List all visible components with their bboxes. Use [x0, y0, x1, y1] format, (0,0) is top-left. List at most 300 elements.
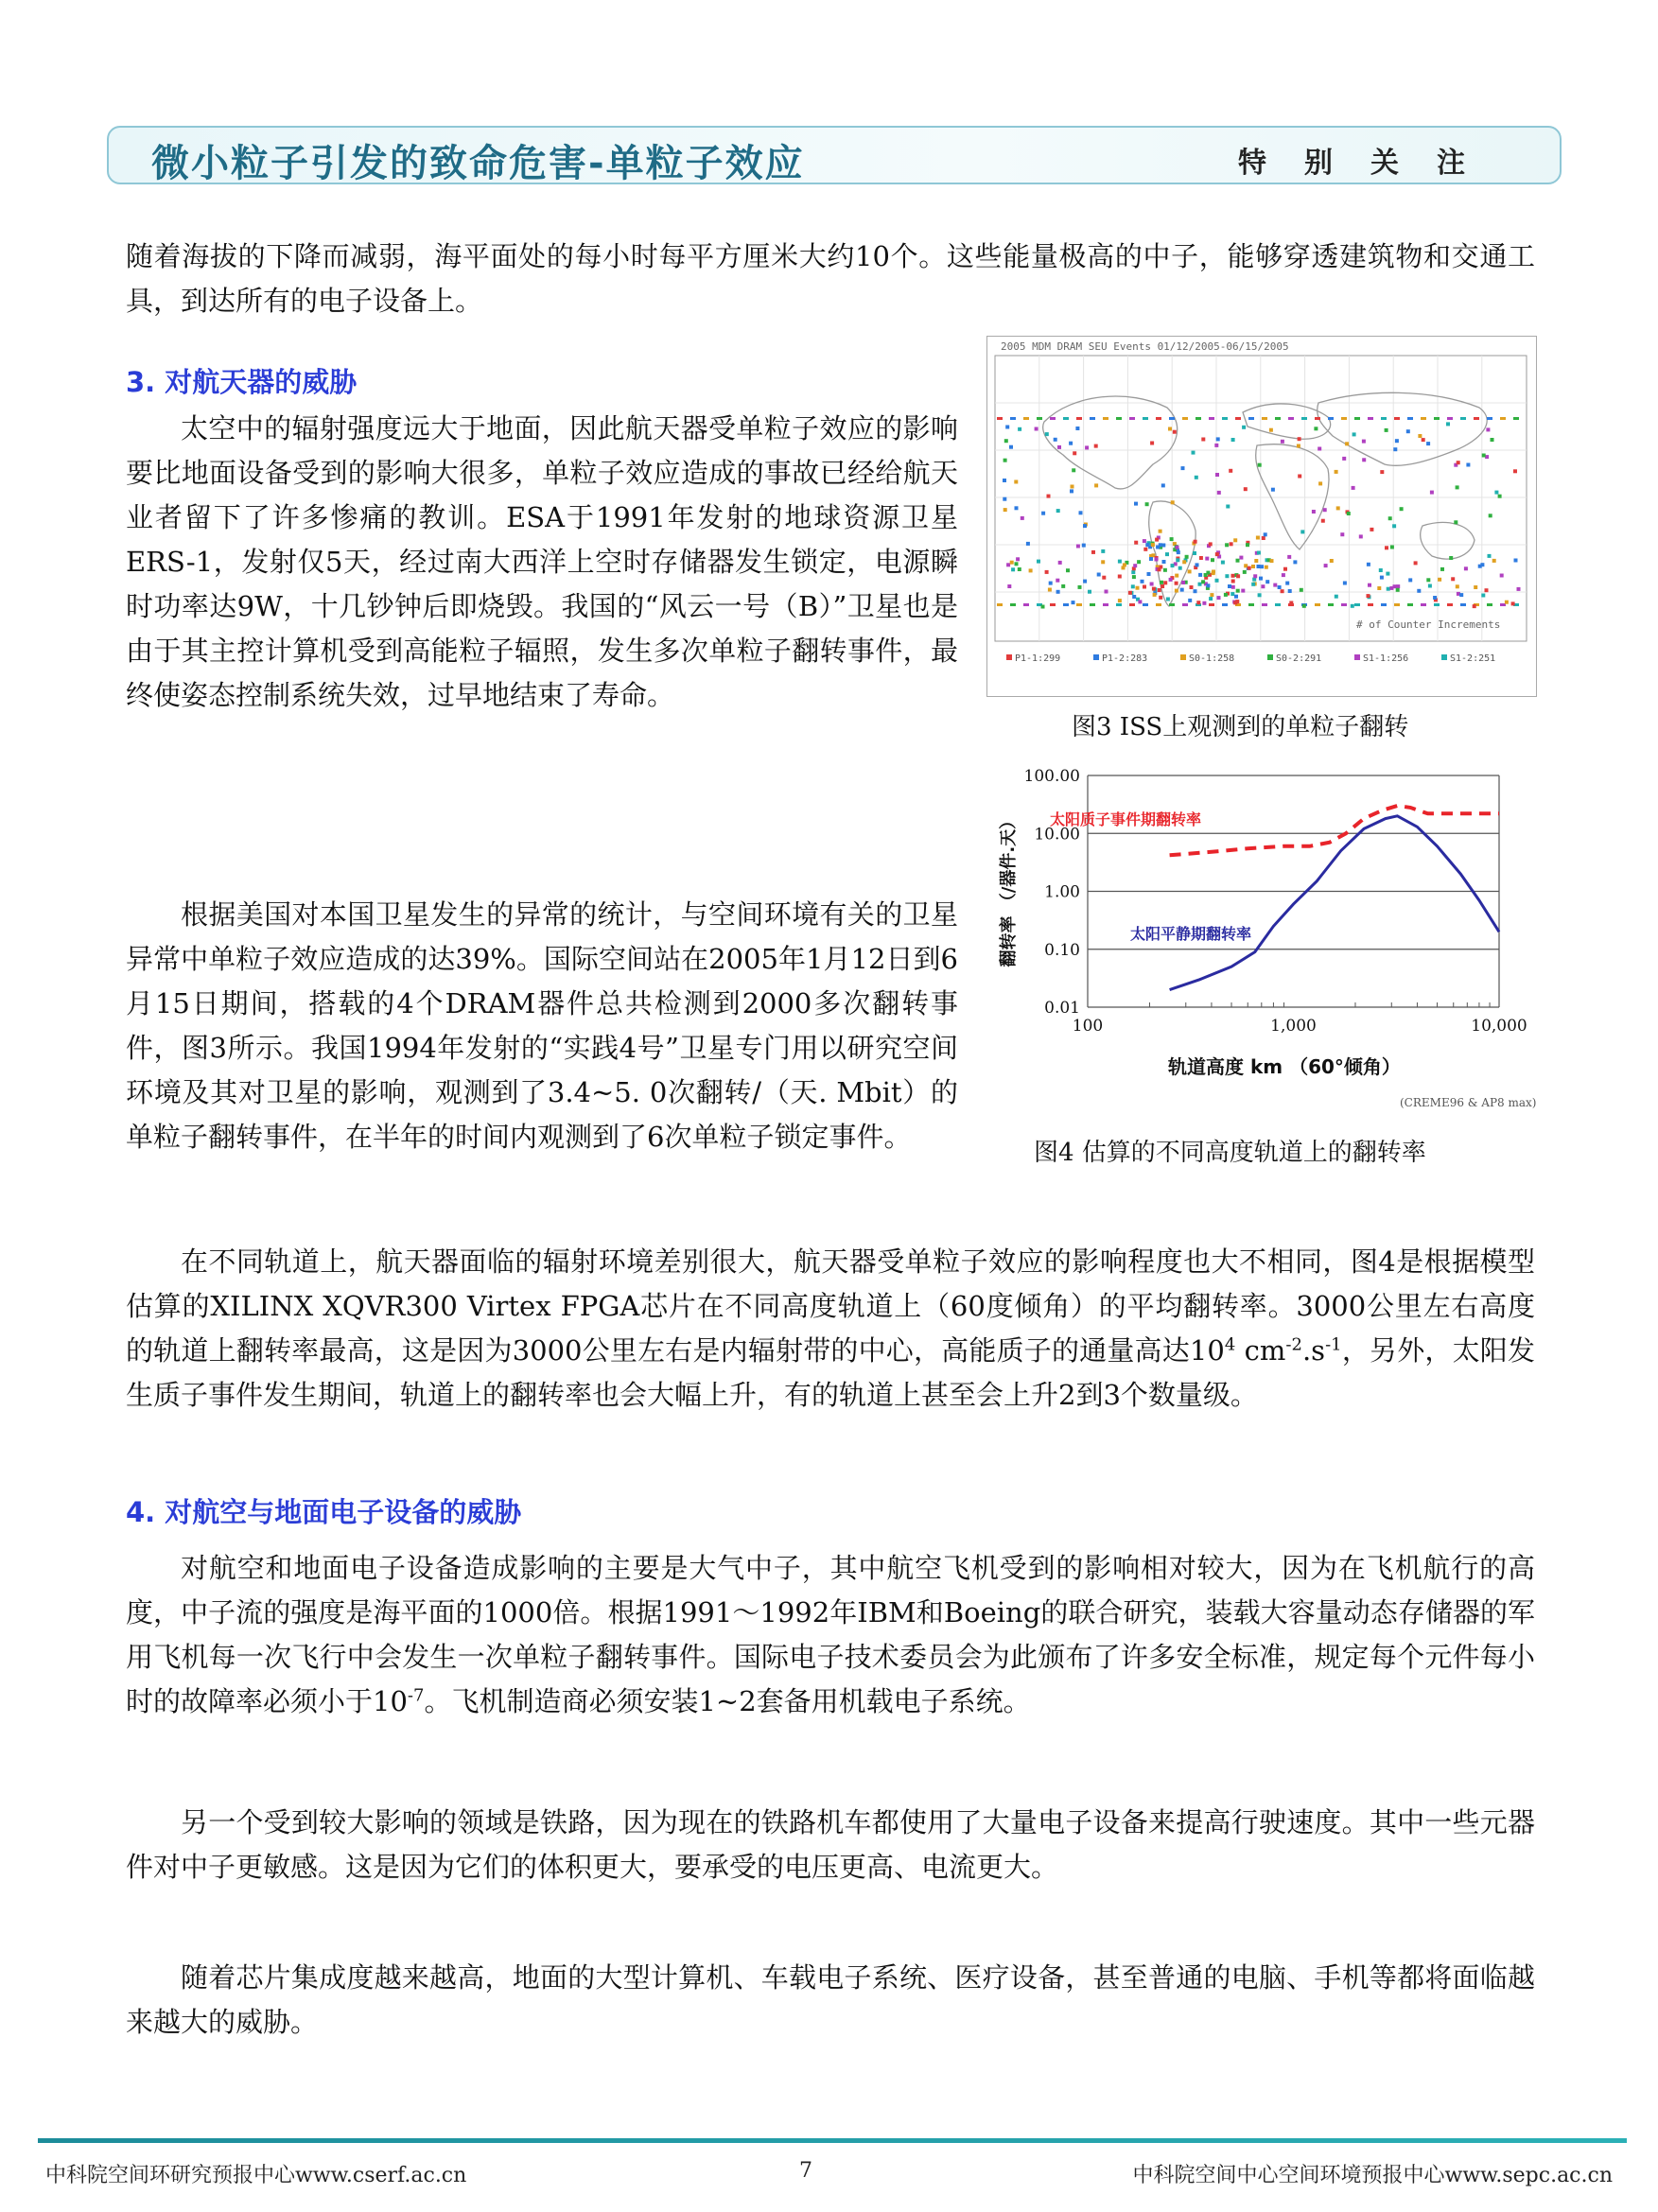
legend-swatch [1267, 654, 1273, 660]
y-tick-label: 0.01 [1044, 999, 1080, 1018]
seu-event-dot [1256, 536, 1260, 540]
seu-event-dot [1340, 532, 1344, 536]
seu-event-dot [1192, 451, 1196, 455]
seu-event-dot [1116, 417, 1122, 420]
figure4-caption: 图4 估算的不同高度轨道上的翻转率 [1034, 1139, 1426, 1167]
seu-event-dot [1090, 417, 1095, 420]
seu-event-dot [1385, 428, 1388, 432]
seu-event-dot [1182, 603, 1188, 606]
figure3-map [986, 336, 1537, 697]
seu-event-dot [1275, 417, 1281, 420]
seu-event-dot [1269, 428, 1273, 432]
seu-event-dot [1426, 578, 1430, 582]
seu-event-dot [1023, 603, 1029, 606]
seu-event-dot [1258, 463, 1262, 467]
seu-event-dot [1063, 417, 1069, 420]
seu-event-dot [1466, 463, 1470, 467]
seu-event-dot [1209, 417, 1214, 420]
seu-event-dot [1440, 567, 1444, 571]
footer-rule [38, 2138, 1627, 2143]
seu-event-dot [1421, 603, 1426, 606]
seu-event-dot [1161, 483, 1165, 487]
seu-event-dot [1426, 442, 1430, 445]
seu-event-dot [1091, 550, 1095, 554]
seu-event-dot [1045, 570, 1049, 574]
seu-event-dot [1341, 417, 1347, 420]
seu-event-dot [1367, 594, 1370, 598]
seu-event-dot [1511, 601, 1515, 605]
seu-event-dot [1054, 438, 1057, 442]
seu-event-dot [1175, 574, 1178, 578]
seu-event-dot [1514, 559, 1518, 563]
seu-event-dot [1150, 583, 1154, 586]
seu-event-dot [1094, 483, 1098, 487]
seu-event-dot [1090, 603, 1095, 606]
seu-event-dot [1244, 564, 1248, 567]
seu-event-dot [1289, 601, 1293, 605]
seu-event-dot [1354, 603, 1360, 606]
seu-event-dot [1181, 581, 1185, 584]
seu-event-dot [1446, 422, 1450, 426]
legend-label: P1-2:283 [1102, 653, 1148, 664]
seu-event-dot [1102, 576, 1106, 580]
seu-event-dot [1288, 589, 1292, 593]
seu-event-dot [1014, 480, 1018, 484]
seu-event-dot [1251, 583, 1255, 586]
seu-event-dot [1153, 593, 1157, 597]
seu-event-dot [1381, 603, 1387, 606]
seu-event-dot [1228, 584, 1231, 588]
seu-event-dot [1155, 538, 1159, 542]
seu-event-dot [1171, 564, 1175, 567]
seu-event-dot [1049, 582, 1053, 585]
seu-event-dot [1134, 502, 1138, 506]
seu-event-dot [1287, 555, 1291, 559]
seu-event-dot [1388, 516, 1392, 520]
seu-event-dot [1414, 561, 1418, 565]
seu-event-dot [1069, 442, 1073, 445]
seu-event-dot [1478, 565, 1482, 568]
section3-paragraph-1: 太空中的辐射强度远大于地面，因此航天器受单粒子效应的影响要比地面设备受到的影响大很多，单粒子效应造成的事故已经给航天业者留下了许多惨痛的教训。ESA于1991年发射的地球资源卫星ERS-1，发射仅5天，经过南大西洋上空时存储器发生锁定，电源瞬时功率达9W，十几钞钟后即烧毁。我国的“风云一号（B）”卫星也是由于其主控计算机受到高能粒子辐照，发生多次单粒子翻转事件，最终使姿态控制系统失效，过早地结束了寿命。 [126, 412, 958, 711]
seu-event-dot [1242, 426, 1246, 429]
seu-event-dot [1234, 595, 1238, 599]
seu-event-dot [1143, 585, 1146, 589]
seu-event-dot [1408, 578, 1412, 582]
seu-event-dot [1328, 417, 1334, 420]
seu-event-dot [1007, 584, 1011, 588]
seu-event-dot [1359, 534, 1363, 538]
seu-event-dot [1422, 438, 1425, 442]
seu-event-dot [1050, 603, 1056, 606]
seu-event-dot [1215, 552, 1219, 556]
seu-event-dot [1194, 589, 1197, 593]
seu-event-dot [1381, 417, 1387, 420]
seu-event-dot [1265, 566, 1268, 569]
seu-event-dot [1312, 510, 1316, 514]
seu-event-dot [1297, 444, 1300, 448]
seu-event-dot [1464, 566, 1468, 570]
seu-event-dot [1131, 584, 1135, 588]
seu-event-dot [1206, 583, 1210, 587]
seu-event-dot [1298, 475, 1301, 479]
seu-event-dot [1314, 427, 1318, 430]
seu-event-dot [1050, 417, 1056, 420]
seu-event-dot [1045, 432, 1049, 436]
seu-event-dot [1056, 509, 1060, 513]
seu-event-dot [1288, 417, 1294, 420]
chart-source-note: (CREME96 & AP8 max) [1400, 1096, 1537, 1109]
text-run: 对航空和地面电子设备造成影响的主要是大气中子，其中航空飞机受到的影响相对较大，因为在飞机航行的高度，中子流的强度是海平面的1000倍。根据1991～1992年IBM和Boeing的联合研究，装载大容量动态存储器的军用飞机每一次飞行中会发生一次单粒子翻转事件。国际电子技术委员会为此颁布了许多安全标准，规定每个元件每小时的故障率必须小于10 [126, 1552, 1535, 1717]
seu-event-dot [1492, 559, 1496, 563]
legend-swatch [1180, 654, 1186, 660]
seu-event-dot [1156, 417, 1161, 420]
seu-event-dot [1118, 575, 1122, 579]
seu-event-dot [1083, 580, 1087, 583]
legend-label: S0-2:291 [1276, 653, 1322, 664]
legend-label: S1-2:251 [1450, 653, 1496, 664]
seu-event-dot [1047, 495, 1051, 498]
section4-paragraph-3: 随着芯片集成度越来越高，地面的大型计算机、车载电子系统、医疗设备，甚至普通的电脑、手机等都将面临越来越大的威胁。 [126, 1961, 1535, 2038]
seu-event-dot [1224, 593, 1228, 597]
seu-event-dot [1168, 427, 1172, 431]
seu-event-dot [1248, 417, 1254, 420]
seu-event-dot [1235, 417, 1241, 420]
figure4-chart [993, 757, 1537, 1116]
seu-event-dot [1078, 585, 1082, 589]
series-label: 太阳质子事件期翻转率 [1050, 810, 1202, 828]
seu-event-dot [1285, 582, 1289, 585]
seu-event-dot [1156, 603, 1161, 606]
seu-event-dot [1231, 580, 1235, 583]
seu-event-dot [1072, 601, 1075, 604]
seu-event-dot [1023, 417, 1029, 420]
seu-event-dot [1487, 603, 1492, 606]
seu-event-dot [1233, 538, 1237, 542]
seu-event-dot [1029, 568, 1033, 572]
seu-world-map [987, 337, 1536, 696]
seu-event-dot [1485, 588, 1489, 592]
seu-event-dot [1447, 417, 1453, 420]
x-tick-label: 100 [1072, 1017, 1104, 1036]
seu-event-dot [1400, 507, 1404, 511]
seu-event-dot [1370, 528, 1373, 531]
seu-event-dot [1169, 603, 1175, 606]
seu-event-dot [1162, 560, 1166, 564]
seu-event-dot [1421, 417, 1426, 420]
seu-event-dot [1261, 584, 1265, 588]
seu-event-dot [1236, 574, 1240, 578]
seu-event-dot [1004, 459, 1007, 462]
seu-event-dot [1035, 427, 1038, 431]
seu-event-dot [1328, 603, 1334, 606]
seu-event-dot [1015, 562, 1019, 566]
seu-event-dot [1165, 552, 1169, 556]
intro-paragraph: 随着海拔的下降而减弱，海平面处的每小时每平方厘米大约10个。这些能量极高的中子，能够穿透建筑物和交通工具，到达所有的电子设备上。 [126, 240, 1535, 317]
figure3-caption: 图3 ISS上观测到的单粒子翻转 [1072, 713, 1409, 741]
seu-event-dot [1209, 597, 1213, 601]
seu-event-dot [1336, 506, 1340, 510]
seu-event-dot [1181, 466, 1185, 470]
seu-event-dot [1085, 445, 1089, 449]
seu-event-dot [1202, 601, 1206, 605]
seu-event-dot [1149, 557, 1153, 561]
seu-event-dot [1134, 541, 1138, 545]
seu-event-dot [1066, 568, 1070, 572]
seu-event-dot [1103, 603, 1108, 606]
seu-event-dot [1225, 543, 1229, 547]
seu-event-dot [1158, 567, 1161, 571]
seu-event-dot [1004, 439, 1008, 443]
seu-event-dot [1262, 417, 1267, 420]
seu-event-dot [1006, 563, 1010, 566]
seu-event-dot [1257, 551, 1261, 555]
seu-event-dot [1138, 600, 1142, 603]
seu-event-dot [1131, 570, 1135, 574]
seu-event-dot [1456, 485, 1459, 489]
seu-event-dot [1169, 417, 1175, 420]
seu-event-dot [1460, 417, 1466, 420]
seu-event-dot [1180, 588, 1184, 592]
seu-event-dot [1188, 569, 1192, 573]
seu-event-dot [1244, 487, 1248, 491]
seu-event-dot [1487, 417, 1492, 420]
seu-event-dot [1260, 565, 1264, 568]
seu-event-dot [1041, 605, 1045, 609]
seu-event-dot [1498, 495, 1502, 498]
seu-event-dot [1010, 561, 1014, 565]
seu-event-dot [1315, 417, 1320, 420]
seu-event-dot [1076, 603, 1082, 606]
legend-swatch [1354, 654, 1360, 660]
seu-event-dot [1185, 555, 1189, 559]
seu-event-dot [1352, 486, 1355, 490]
seu-event-dot [1362, 458, 1366, 462]
seu-event-dot [1353, 432, 1356, 436]
seu-event-dot [1173, 430, 1177, 434]
seu-event-dot [1235, 600, 1239, 603]
seu-event-dot [1367, 563, 1370, 566]
seu-event-dot [1318, 481, 1322, 485]
seu-event-dot [1159, 530, 1162, 533]
y-tick-label: 0.10 [1044, 940, 1080, 960]
page-number: 7 [799, 2159, 812, 2183]
seu-event-dot [1368, 417, 1373, 420]
seu-event-dot [1236, 559, 1240, 563]
seu-event-dot [1386, 572, 1389, 576]
seu-event-dot [1003, 497, 1006, 501]
seu-event-dot [1302, 604, 1306, 608]
seu-event-dot [1118, 599, 1122, 602]
seu-event-dot [1389, 586, 1393, 590]
text-run: 在不同轨道上，航天器面临的辐射环境差别很大，航天器受单粒子效应的影响程度也大不相同，图4是根据模型估算的XILINX XQVR300 Virtex FPGA芯片在不同高度轨道上（60度倾角）的平均翻转率。3000公里左右高度的轨道上翻转率最高，这是因为3000公里左右是内辐射带的中心，高能质子的通量高达10 [126, 1245, 1535, 1367]
seu-event-dot [1160, 581, 1163, 584]
seu-event-dot [1394, 417, 1400, 420]
seu-event-dot [1201, 580, 1205, 583]
seu-event-dot [1368, 603, 1373, 606]
seu-event-dot [1330, 559, 1334, 563]
seu-event-dot [1387, 587, 1390, 591]
seu-event-dot [1170, 537, 1174, 541]
seu-event-dot [1241, 589, 1245, 593]
seu-event-dot [1434, 603, 1440, 606]
seu-event-dot [1451, 577, 1455, 581]
seu-event-dot [1380, 576, 1384, 580]
seu-event-dot [1010, 417, 1016, 420]
seu-event-dot [1380, 470, 1384, 474]
seu-event-dot [1221, 561, 1225, 565]
seu-event-dot [1155, 558, 1159, 562]
seu-event-dot [1494, 491, 1498, 495]
seu-event-dot [1324, 564, 1328, 567]
seu-event-dot [1063, 603, 1069, 606]
seu-event-dot [1354, 417, 1360, 420]
seu-event-dot [1222, 417, 1228, 420]
seu-event-dot [1251, 565, 1255, 568]
seu-event-dot [1459, 593, 1463, 597]
seu-event-dot [1143, 539, 1146, 543]
seu-event-dot [1243, 570, 1247, 574]
seu-event-dot [1481, 594, 1485, 598]
page-header [107, 126, 1562, 184]
superscript: -7 [407, 1685, 425, 1706]
seu-event-dot [1198, 583, 1202, 586]
section4-heading: 4. 对航空与地面电子设备的威胁 [126, 1496, 522, 1528]
seu-event-dot [1394, 603, 1400, 606]
seu-event-dot [1048, 588, 1052, 592]
chart-y-axis-label: 翻转率 （/器件.天） [999, 811, 1019, 967]
seu-event-dot [1259, 577, 1263, 581]
seu-event-dot [1151, 543, 1155, 547]
seu-event-dot [1270, 559, 1274, 563]
seu-event-dot [1152, 587, 1156, 591]
seu-event-dot [1166, 598, 1170, 601]
seu-event-dot [1161, 584, 1164, 588]
seu-event-dot [1278, 585, 1282, 589]
seu-event-dot [1216, 437, 1220, 441]
header-tag: 特别关注 [1238, 147, 1503, 180]
seu-event-dot [1377, 586, 1381, 590]
seu-event-dot [1343, 582, 1347, 585]
seu-event-dot [1282, 573, 1285, 577]
seu-event-dot [1129, 603, 1135, 606]
seu-event-dot [1209, 542, 1213, 546]
seu-event-dot [1026, 542, 1030, 546]
seu-event-dot [1156, 546, 1160, 549]
seu-event-dot [1073, 451, 1076, 455]
seu-event-dot [1132, 575, 1136, 579]
seu-event-dot [1136, 586, 1140, 590]
seu-event-dot [1323, 508, 1327, 512]
legend-label: S1-1:256 [1363, 653, 1409, 664]
seu-event-dot [1015, 506, 1019, 510]
seu-event-dot [1159, 596, 1162, 600]
seu-event-dot [1517, 587, 1521, 591]
seu-event-dot [1201, 438, 1205, 442]
legend-note: # of Counter Increments [1356, 618, 1501, 631]
seu-event-dot [1407, 603, 1413, 606]
seu-event-dot [1176, 558, 1179, 562]
seu-event-dot [1248, 566, 1251, 570]
seu-event-dot [1300, 588, 1303, 592]
seu-event-dot [1396, 588, 1400, 592]
seu-event-dot [1345, 442, 1349, 445]
seu-event-dot [1396, 584, 1400, 588]
seu-event-dot [1143, 417, 1148, 420]
seu-event-dot [1016, 557, 1020, 561]
seu-event-dot [1488, 554, 1492, 558]
seu-event-dot [1041, 512, 1045, 515]
seu-event-dot [1262, 536, 1265, 540]
seu-event-dot [1500, 417, 1506, 420]
seu-event-dot [1275, 603, 1281, 606]
seu-event-dot [1351, 604, 1354, 608]
seu-event-dot [1293, 560, 1297, 564]
seu-event-dot [1199, 556, 1203, 560]
seu-event-dot [1182, 417, 1188, 420]
superscript: 4 [1224, 1334, 1236, 1355]
seu-event-dot [1169, 578, 1173, 582]
seu-event-dot [1123, 563, 1126, 566]
seu-event-dot [1132, 595, 1136, 599]
section3-heading: 3. 对航天器的威胁 [126, 366, 358, 398]
seu-event-dot [1454, 520, 1457, 524]
seu-event-dot [1318, 447, 1321, 451]
header-title: 微小粒子引发的致命危害-单粒子效应 [151, 142, 805, 185]
seu-event-dot [1129, 417, 1135, 420]
legend-label: P1-1:299 [1015, 653, 1061, 664]
seu-event-dot [1273, 583, 1277, 587]
seu-event-dot [1362, 440, 1366, 444]
chart-x-ticks [1073, 1017, 1527, 1036]
seu-event-dot [1491, 438, 1494, 442]
seu-event-dot [1061, 584, 1065, 588]
seu-event-dot [1133, 564, 1137, 567]
seu-event-dot [1281, 440, 1284, 444]
seu-event-dot [1082, 544, 1086, 548]
seu-event-dot [1222, 603, 1228, 606]
seu-event-dot [1190, 585, 1194, 589]
seu-event-dot [1057, 445, 1061, 449]
seu-event-dot [1116, 603, 1122, 606]
seu-event-dot [1217, 596, 1221, 600]
seu-event-dot [1418, 434, 1422, 438]
seu-event-dot [1215, 473, 1219, 477]
seu-event-dot [1137, 560, 1141, 564]
seu-event-dot [1195, 476, 1198, 479]
seu-event-dot [1460, 603, 1466, 606]
seu-event-dot [1088, 590, 1091, 594]
seu-event-dot [1145, 502, 1149, 506]
seu-event-dot [1076, 417, 1082, 420]
seu-event-dot [1196, 417, 1201, 420]
chart-y-ticks [1024, 767, 1080, 1018]
x-tick-label: 10,000 [1471, 1017, 1527, 1036]
footer-left: 中科院空间环研究预报中心www.cserf.ac.cn [45, 2164, 467, 2187]
seu-event-dot [1335, 595, 1338, 599]
seu-event-dot [1175, 582, 1178, 585]
seu-event-dot [1143, 548, 1147, 551]
seu-event-dot [1239, 556, 1243, 560]
seu-event-dot [1037, 417, 1042, 420]
seu-event-dot [1513, 469, 1517, 473]
legend-swatch [1441, 654, 1447, 660]
seu-event-dot [1225, 574, 1229, 578]
seu-event-dot [1196, 563, 1199, 566]
seu-event-dot [1430, 491, 1434, 495]
seu-event-dot [1258, 593, 1262, 597]
seu-event-dot [1395, 439, 1399, 443]
seu-event-dot [1283, 567, 1287, 571]
